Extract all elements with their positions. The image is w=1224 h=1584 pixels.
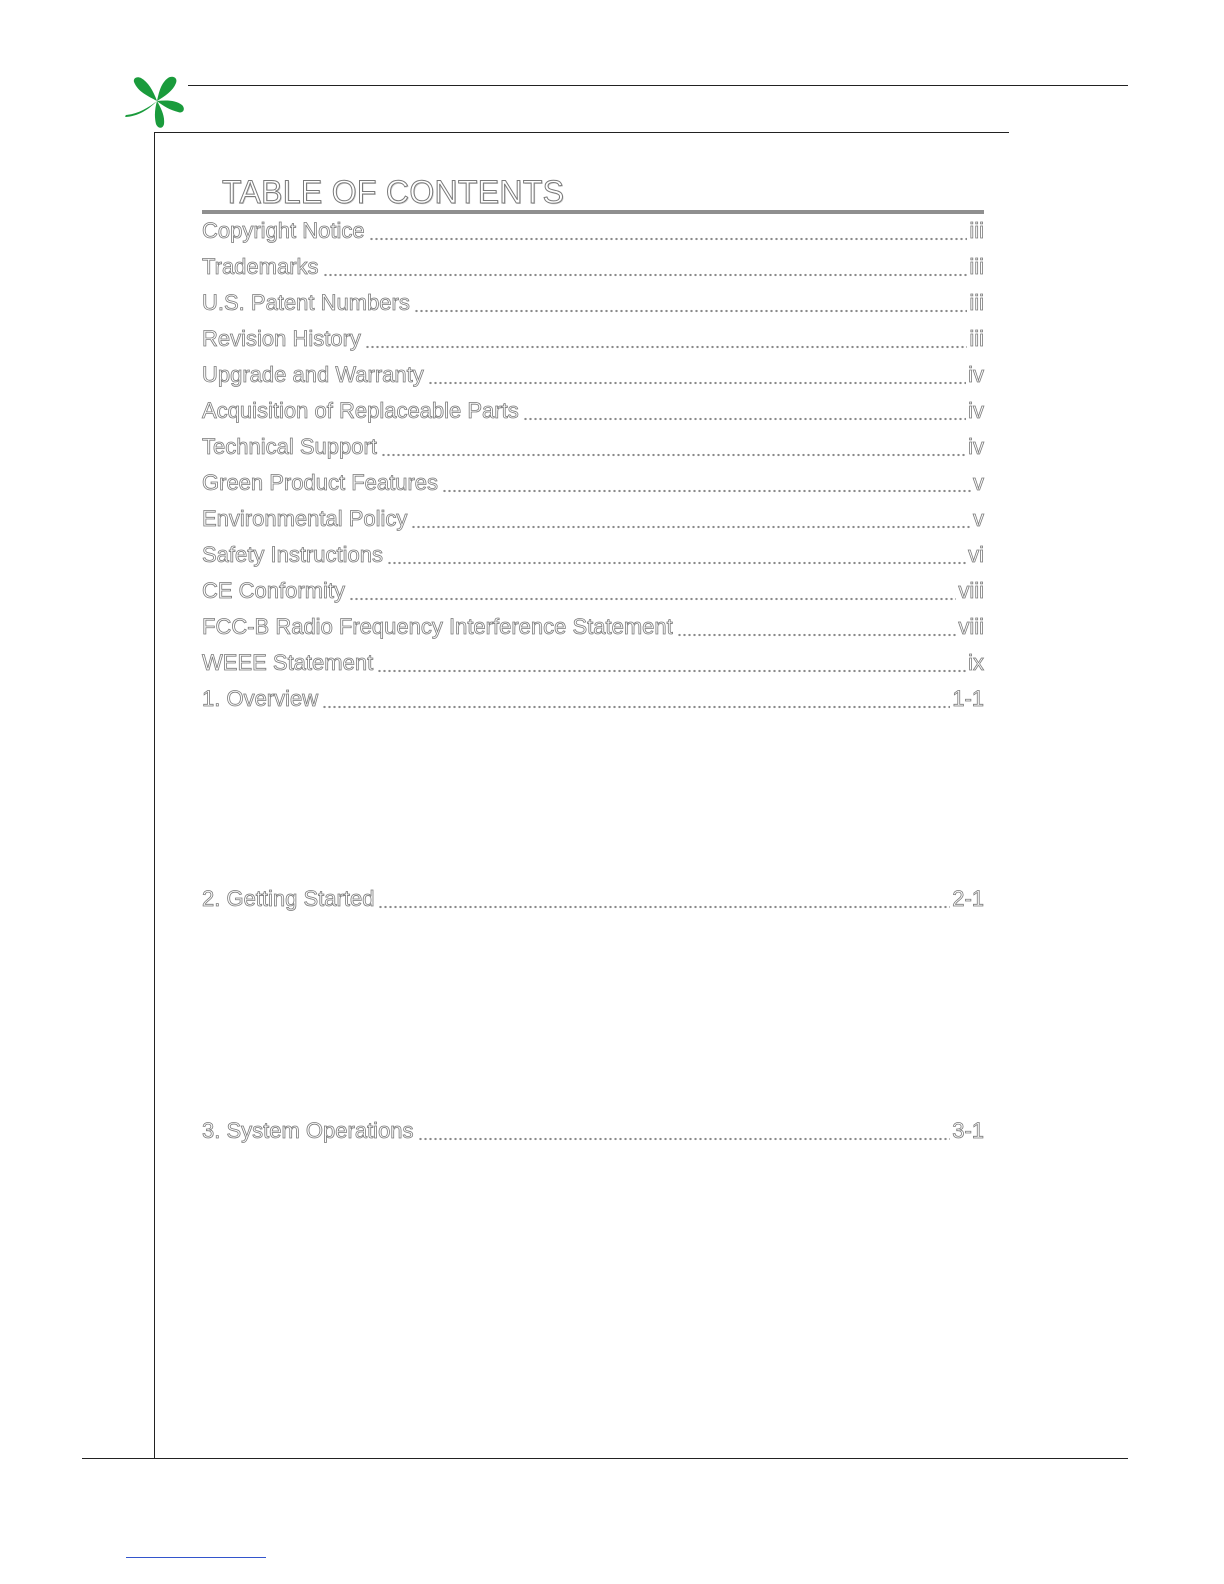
- toc-entry-label: Upgrade and Warranty: [202, 362, 424, 387]
- toc-leader-dots: [349, 597, 956, 601]
- toc-entry[interactable]: [202, 886, 984, 914]
- toc-entry-label: Safety Instructions: [202, 542, 383, 567]
- toc-entry[interactable]: [202, 686, 984, 714]
- toc-leader-dots: [377, 669, 966, 673]
- toc-entry[interactable]: [202, 506, 984, 534]
- header-rule-top: [188, 85, 1128, 86]
- toc-leader-dots: [378, 905, 950, 909]
- toc-entry-page: 1-1: [952, 686, 984, 711]
- toc-entry-label: Green Product Features: [202, 470, 439, 495]
- toc-entry-page: iii: [969, 326, 984, 351]
- page-title: TABLE OF CONTENTS: [222, 174, 565, 210]
- toc-entry-page: iv: [968, 362, 984, 387]
- header-rule-inner: [154, 132, 1009, 133]
- toc-entry-page: 3-1: [952, 1118, 984, 1143]
- toc-entry[interactable]: [202, 1118, 984, 1146]
- toc-leader-dots: [442, 489, 971, 493]
- toc-entry-label: Trademarks: [202, 254, 319, 279]
- toc-leader-dots: [381, 453, 966, 457]
- toc-entry[interactable]: [202, 470, 984, 498]
- toc-entry-page: vi: [968, 542, 984, 567]
- toc-leader-dots: [414, 309, 967, 313]
- toc-leader-dots: [323, 273, 968, 277]
- toc-entry-label: U.S. Patent Numbers: [202, 290, 410, 315]
- toc-entry[interactable]: [202, 542, 984, 570]
- toc-leader-dots: [365, 345, 967, 349]
- toc-entry[interactable]: [202, 326, 984, 354]
- toc-entry-page: iii: [969, 218, 984, 243]
- toc-entry[interactable]: [202, 218, 984, 246]
- toc-leader-dots: [369, 237, 968, 241]
- toc-leader-dots: [523, 417, 966, 421]
- clover-logo-icon: [124, 74, 190, 130]
- toc-entry-page: viii: [958, 578, 984, 603]
- toc-entry-page: v: [973, 506, 984, 531]
- toc-entry-label: Revision History: [202, 326, 361, 351]
- toc-entry[interactable]: [202, 434, 984, 462]
- footer-rule: [82, 1458, 1128, 1459]
- toc-entry-label: FCC-B Radio Frequency Interference Statement: [202, 614, 673, 639]
- toc-entry-label: Acquisition of Replaceable Parts: [202, 398, 519, 423]
- toc-entry-label: 1. Overview: [202, 686, 319, 711]
- toc-entry[interactable]: [202, 254, 984, 282]
- toc-leader-dots: [677, 633, 957, 637]
- toc-leader-dots: [411, 525, 971, 529]
- toc-entry-label: Environmental Policy: [202, 506, 408, 531]
- toc-entry-page: viii: [958, 614, 984, 639]
- toc-entry[interactable]: [202, 578, 984, 606]
- toc-entry-label: Copyright Notice: [202, 218, 365, 243]
- toc-entry-page: iv: [968, 434, 984, 459]
- toc-entry-page: iv: [968, 398, 984, 423]
- toc-leader-dots: [428, 381, 966, 385]
- toc-entry[interactable]: [202, 398, 984, 426]
- footer-link-underline: [126, 1557, 266, 1558]
- toc-entry-page: v: [973, 470, 984, 495]
- left-margin-rule: [154, 132, 155, 1459]
- toc-entry-page: ix: [968, 650, 984, 675]
- toc-entry[interactable]: [202, 362, 984, 390]
- toc-entry[interactable]: [202, 614, 984, 642]
- toc-entry[interactable]: [202, 650, 984, 678]
- toc-entry-page: iii: [969, 254, 984, 279]
- toc-entry-page: 2-1: [952, 886, 984, 911]
- toc-leader-dots: [322, 705, 950, 709]
- toc-entry-label: CE Conformity: [202, 578, 346, 603]
- toc-entry-page: iii: [969, 290, 984, 315]
- toc-leader-dots: [387, 561, 966, 565]
- toc-leader-dots: [418, 1137, 951, 1141]
- toc-entry-label: WEEE Statement: [202, 650, 374, 675]
- toc-entry-label: Technical Support: [202, 434, 377, 459]
- title-underline: [202, 210, 984, 214]
- toc-entry-label: 2. Getting Started: [202, 886, 375, 911]
- toc-entry[interactable]: [202, 290, 984, 318]
- toc-entry-label: 3. System Operations: [202, 1118, 414, 1143]
